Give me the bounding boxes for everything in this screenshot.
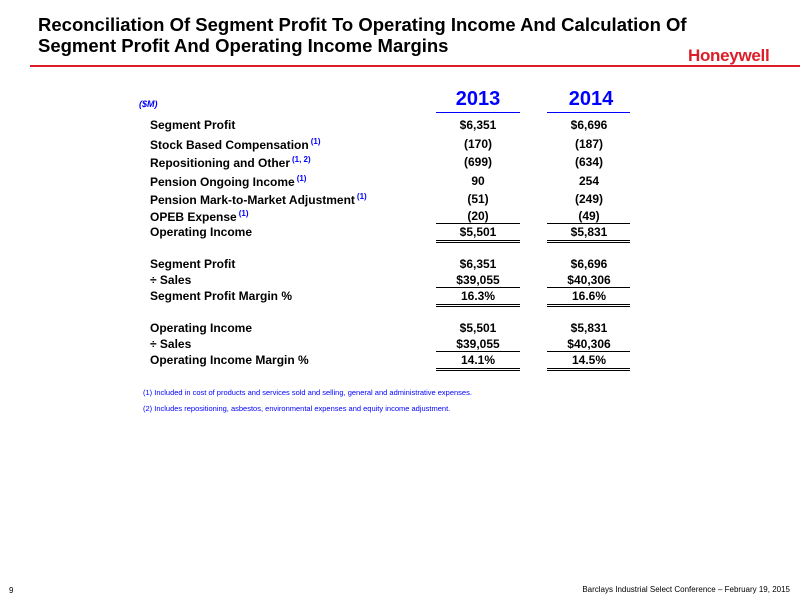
table-row-total: [0, 289, 800, 305]
subtotal-rule: [436, 351, 520, 352]
value-2013: 90: [471, 174, 485, 188]
table-row: [0, 273, 800, 289]
row-label: Pension Mark-to-Market Adjustment $^{(1)}$: [150, 192, 367, 207]
footnote-ref: (1): [296, 174, 307, 183]
subtotal-rule: [436, 223, 520, 224]
row-label: Pension Ongoing Income $^{(1)}$: [150, 174, 307, 189]
table-row-total: [0, 225, 800, 241]
value-2014: (49): [578, 209, 600, 223]
value-2013: (699): [463, 155, 492, 169]
table-row: [0, 192, 800, 208]
value-2013: (51): [467, 192, 489, 206]
total-double-rule: [547, 368, 630, 371]
page-number: 9: [9, 586, 14, 595]
value-2014: (187): [574, 137, 603, 151]
row-label: Segment Profit: [150, 118, 236, 132]
footnote-2: (2) Includes repositioning, asbestos, environmental expenses and equity income adjustment.: [143, 404, 451, 413]
honeywell-logo: Honeywell: [688, 46, 770, 65]
title-line-2: Segment Profit And Operating Income Margins: [38, 35, 449, 56]
table-row: [0, 321, 800, 337]
row-label: Stock Based Compensation $^{(1)}$: [150, 137, 321, 152]
row-label: Segment Profit Margin %: [150, 289, 293, 303]
value-2014: $6,696: [570, 257, 608, 271]
value-2013: 14.1%: [460, 353, 496, 367]
row-label: Operating Income Margin %: [150, 353, 309, 367]
value-2014: 16.6%: [571, 289, 607, 303]
column-header-2013: 2013: [455, 88, 501, 110]
page-title: [38, 14, 698, 56]
total-double-rule: [547, 240, 630, 243]
column-header-underline: [547, 112, 630, 113]
total-double-rule: [436, 304, 520, 307]
footnote-1: (1) Included in cost of products and services sold and selling, general and administrative expenses.: [143, 388, 472, 397]
row-label: ÷ Sales: [150, 273, 192, 287]
subtotal-rule: [547, 351, 630, 352]
footnote-ref: (1): [356, 192, 367, 201]
footnote-ref: (1): [238, 209, 249, 218]
value-2014: $6,696: [570, 118, 608, 132]
total-double-rule: [547, 304, 630, 307]
value-2013: (20): [467, 209, 489, 223]
table-row: [0, 137, 800, 153]
value-2014: 254: [578, 174, 600, 188]
value-2014: $5,831: [570, 321, 608, 335]
subtotal-rule: [436, 287, 520, 288]
value-2013: $5,501: [459, 225, 497, 239]
table-row: [0, 118, 800, 134]
conference-footer: Barclays Industrial Select Conference – February 19, 2015: [582, 585, 790, 594]
value-2013: $6,351: [459, 118, 497, 132]
table-row: [0, 174, 800, 190]
footnote-ref: (1): [310, 137, 321, 146]
header-divider: [30, 65, 800, 67]
subtotal-rule: [547, 223, 630, 224]
table-row: [0, 337, 800, 353]
row-label: Operating Income: [150, 225, 253, 239]
total-double-rule: [436, 368, 520, 371]
value-2013: $6,351: [459, 257, 497, 271]
footnote-ref: (1, 2): [292, 155, 311, 164]
title-line-1: Reconciliation Of Segment Profit To Operating Income And Calculation Of: [38, 14, 687, 35]
column-header-2014: 2014: [568, 88, 614, 110]
column-header-underline: [436, 112, 520, 113]
row-label: Segment Profit: [150, 257, 236, 271]
value-2014: (249): [574, 192, 603, 206]
table-row: [0, 209, 800, 225]
value-2014: $5,831: [570, 225, 608, 239]
table-row: [0, 155, 800, 171]
value-2014: $40,306: [567, 273, 611, 287]
value-2013: $39,055: [456, 273, 500, 287]
value-2014: $40,306: [567, 337, 611, 351]
value-2014: (634): [574, 155, 603, 169]
value-2013: (170): [463, 137, 492, 151]
row-label: Repositioning and Other $^{(1, 2)}$: [150, 155, 311, 170]
total-double-rule: [436, 240, 520, 243]
row-label: ÷ Sales: [150, 337, 192, 351]
value-2013: $39,055: [456, 337, 500, 351]
row-label: OPEB Expense $^{(1)}$: [150, 209, 249, 224]
value-2014: 14.5%: [571, 353, 607, 367]
table-row-total: [0, 353, 800, 369]
unit-label: ($M): [139, 99, 158, 109]
row-label: Operating Income: [150, 321, 253, 335]
value-2013: $5,501: [459, 321, 497, 335]
subtotal-rule: [547, 287, 630, 288]
table-row: [0, 257, 800, 273]
value-2013: 16.3%: [460, 289, 496, 303]
